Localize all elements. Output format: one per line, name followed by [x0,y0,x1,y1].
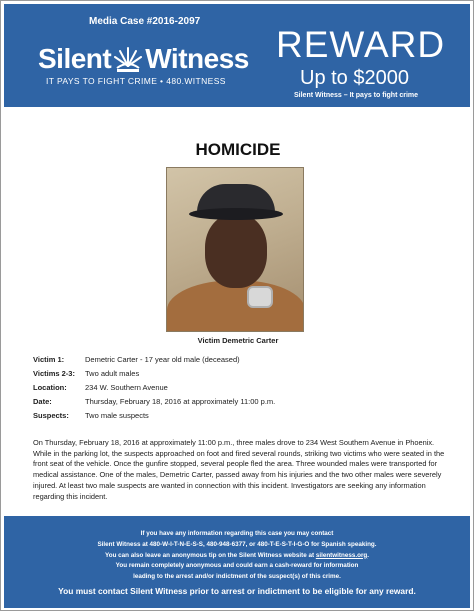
detail-row-location [33,380,275,394]
footer-line-4: You remain completely anonymous and could earn a cash-reward for information [115,562,359,570]
header-banner [4,4,470,107]
reward-amount: Up to $2000 [300,67,409,89]
brand-word-right: Witness [145,43,249,74]
detail-value: 234 W. Southern Avenue [85,382,168,392]
sunburst-icon [114,44,142,74]
footer-banner [4,516,470,608]
footer-line-2: Silent Witness at 480-W-I-T-N-E-S-S, 480-948-6377, or 480-T-E-S-T-I-G-O for Spanish speaking. [97,540,377,548]
footer-line-5: leading to the arrest and/or indictment of the suspect(s) of this crime. [133,573,341,581]
detail-row-victims-2-3 [33,366,275,380]
eligibility-notice: You must contact Silent Witness prior to arrest or indictment to be eligible for any reward. [58,585,416,596]
page-title: HOMICIDE [195,140,281,159]
case-narrative: On Thursday, February 18, 2016 at approximately 11:00 p.m., three males drove to 234 West Southern Avenue in Phoenix. While in the parking lot, the suspects approached on foot and fired several rounds, striking two victims who were seated in the front seat of the vehicle. Once the gunfire stopped, several people fled the area. Three wounded males were transported for medical assistance. One of the males, Demetric Carter, passed away from his injuries and the two other males were severely injured. At least two male suspects are wanted in connection with this incident. Investigators are seeking any information regarding this incident. [33,438,445,501]
detail-value: Two adult males [85,368,140,378]
detail-value: Demetric Carter - 17 year old male (deceased) [85,354,240,364]
detail-label: Victim 1: [33,354,65,364]
detail-row-suspects [33,408,275,422]
detail-label: Victims 2-3: [33,368,75,378]
detail-value: Thursday, February 18, 2016 at approximately 11:00 p.m. [85,396,276,406]
website-link[interactable]: silentwitness.org [315,551,368,559]
detail-label: Date: [33,396,52,406]
case-details [33,352,275,422]
photo-caption: Victim Demetric Carter [197,336,279,345]
photo-watch [247,286,273,308]
footer-line-3-prefix: You can also leave an anonymous tip on the Silent Witness website at [104,551,316,559]
victim-photo [166,167,304,332]
photo-face [205,214,267,288]
footer-line-3-suffix: . [367,551,369,559]
detail-row-date [33,394,275,408]
detail-label: Location: [33,382,67,392]
reward-tagline: Silent Witness – It pays to fight crime [294,92,419,99]
brand-word-left: Silent [38,43,112,74]
photo-cap-brim [189,208,283,220]
footer-line-3 [4,551,470,562]
reward-title: REWARD [276,24,446,65]
brand-logo [38,42,249,76]
detail-value: Two male suspects [85,410,149,420]
footer-line-1: If you have any information regarding this case you may contact [140,530,334,537]
detail-row-victim-1 [33,352,275,366]
detail-label: Suspects: [33,410,69,420]
brand-tagline: IT PAYS TO FIGHT CRIME • 480.WITNESS [46,76,226,86]
media-case-number: Media Case #2016-2097 [89,16,201,27]
